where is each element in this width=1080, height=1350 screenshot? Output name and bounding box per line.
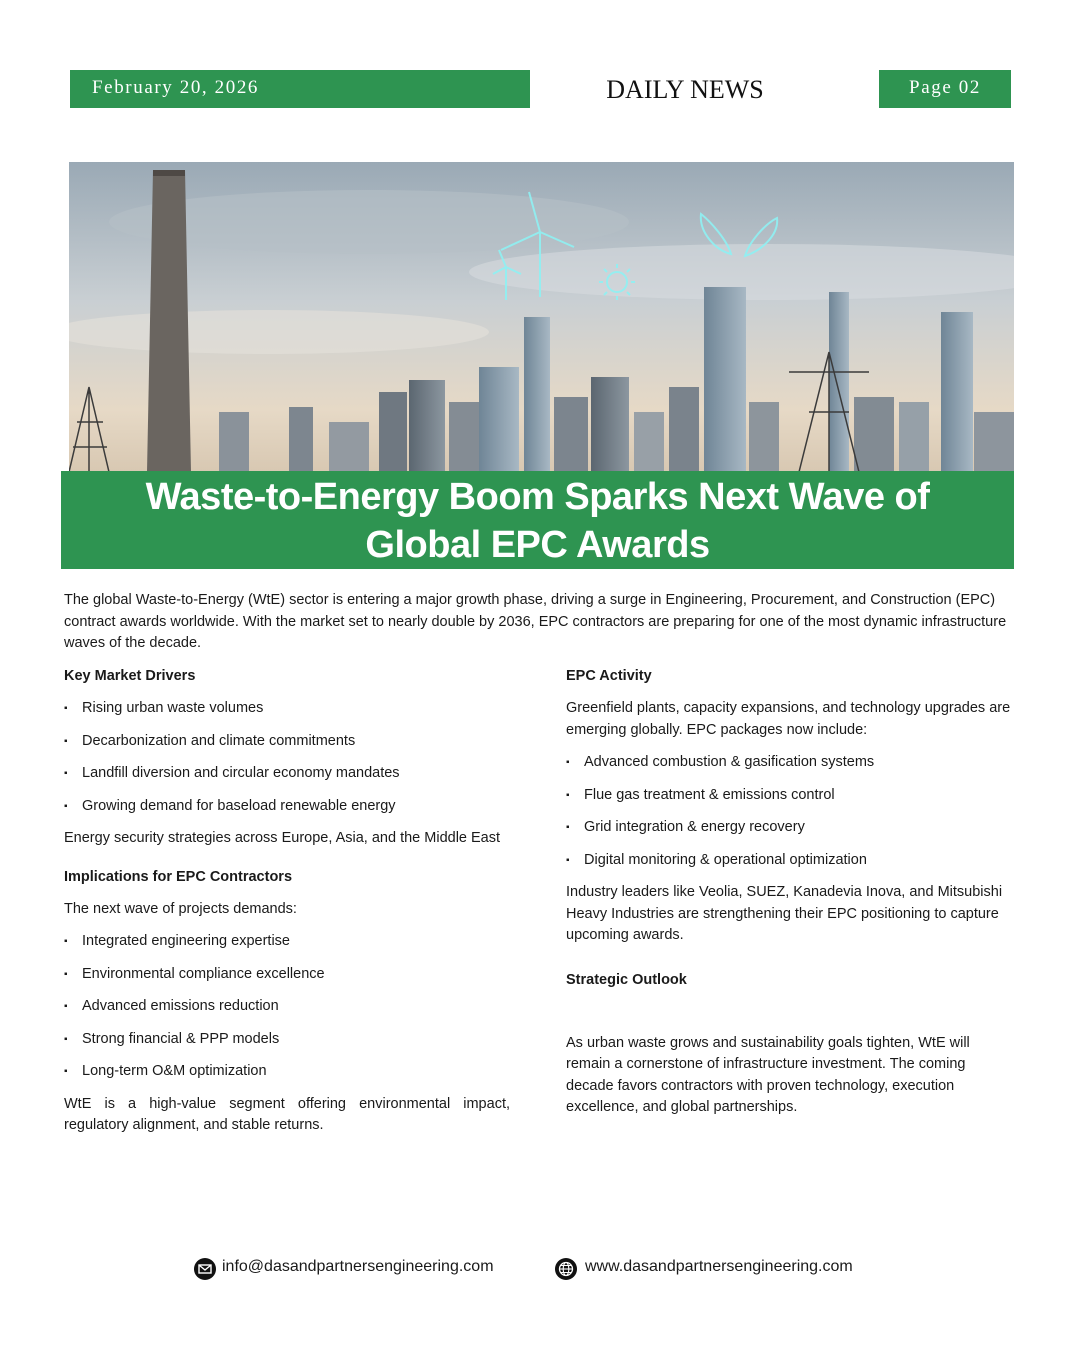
list-item: ▪ Integrated engineering expertise (64, 931, 524, 953)
drivers-note: Energy security strategies across Europe, Asia, and the Middle East (64, 830, 501, 846)
globe-icon (555, 1258, 577, 1280)
closing-paragraph: WtE is a high-value segment offering environmental impact, regulatory alignment, and stable returns. (64, 1095, 510, 1133)
right-column (566, 665, 1026, 1119)
website-link[interactable]: www.dasandpartnersengineering.com (585, 1258, 853, 1275)
page-number: Page 02 (879, 70, 1011, 108)
headline-line-2: Global EPC Awards (365, 524, 710, 566)
list-item: ▪ Long-term O&M optimization (64, 1061, 524, 1083)
issue-date: February 20, 2026 (70, 70, 530, 108)
list-item: ▪ Flue gas treatment & emissions control (566, 785, 1026, 807)
footer-contacts (0, 1255, 1080, 1281)
leaders-paragraph: Industry leaders like Veolia, SUEZ, Kanadevia Inova, and Mitsubishi Heavy Industries are strengthening their EPC positioning to capture upcoming awards. (566, 884, 1003, 943)
left-column (64, 665, 524, 1137)
list-item: ▪ Landfill diversion and circular economy mandates (64, 763, 524, 785)
list-item: ▪ Rising urban waste volumes (64, 698, 524, 720)
list-item: ▪ Environmental compliance excellence (64, 964, 524, 986)
intro-paragraph: The global Waste-to-Energy (WtE) sector is entering a major growth phase, driving a surge in Engineering, Procurement, and Construction (EPC) contract awards worldwide. With the market set to nearly double by 2036, EPC contractors are preparing for one of the most dynamic infrastructure waves of the decade. (64, 592, 1007, 651)
outlook-paragraph: As urban waste grows and sustainability goals tighten, WtE will remain a cornerstone of infrastructure investment. The coming decade favors contractors with proven technology, execution excellence, and global partnerships. (566, 1034, 970, 1115)
drivers-list (64, 698, 524, 817)
hero-image (69, 162, 1014, 472)
packages-list (566, 752, 1026, 871)
implications-heading: Implications for EPC Contractors (64, 868, 293, 885)
drivers-heading: Key Market Drivers (64, 668, 196, 684)
list-item: ▪ Decarbonization and climate commitments (64, 731, 524, 753)
implications-list (64, 931, 524, 1083)
list-item: ▪ Strong financial & PPP models (64, 1029, 524, 1051)
envelope-icon (194, 1258, 216, 1280)
implications-intro: The next wave of projects demands: (64, 900, 297, 917)
publication-title: DAILY NEWS (606, 75, 764, 104)
activity-intro: Greenfield plants, capacity expansions, and technology upgrades are emerging globally. EPC packages now include: (566, 700, 1011, 738)
headline-line-1: Waste-to-Energy Boom Sparks Next Wave of (145, 476, 930, 518)
list-item: ▪ Advanced emissions reduction (64, 996, 524, 1018)
activity-heading: EPC Activity (566, 668, 652, 684)
list-item: ▪ Digital monitoring & operational optimization (566, 850, 1026, 872)
list-item: ▪ Advanced combustion & gasification systems (566, 752, 1026, 774)
list-item: ▪ Grid integration & energy recovery (566, 817, 1026, 839)
list-item: ▪ Growing demand for baseload renewable energy (64, 796, 524, 818)
headline (61, 471, 1014, 569)
city-skyline-illustration (69, 162, 1014, 472)
email-link[interactable]: info@dasandpartnersengineering.com (222, 1258, 494, 1275)
outlook-heading: Strategic Outlook (566, 971, 687, 988)
